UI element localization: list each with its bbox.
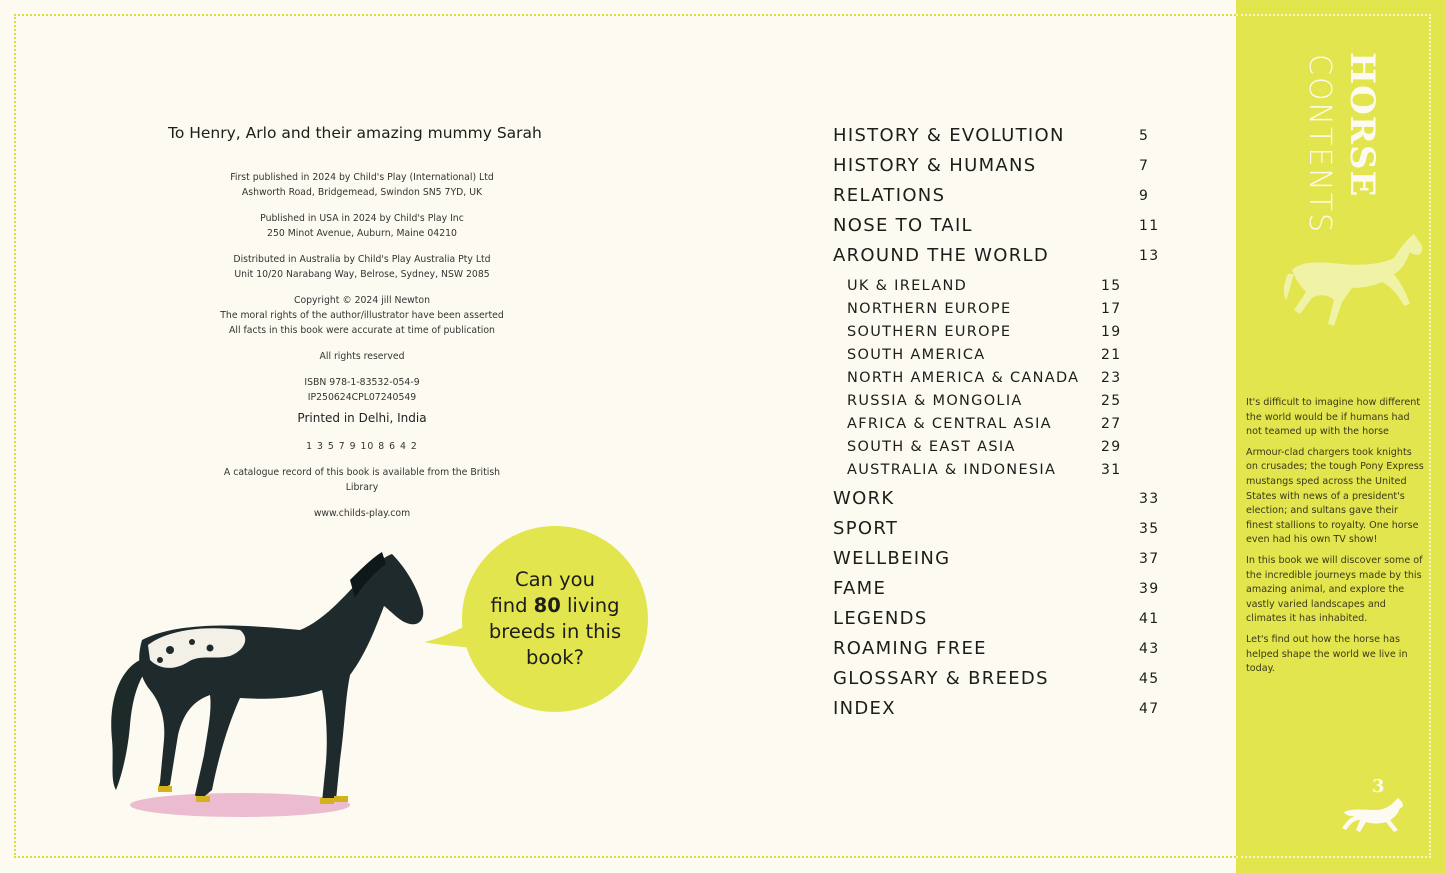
toc-label: INDEX xyxy=(833,698,896,719)
horse-illustration xyxy=(100,550,440,830)
sidebar-title xyxy=(1300,52,1390,252)
imprint-line: Copyright © 2024 jill Newton xyxy=(293,295,431,306)
toc-entry[interactable] xyxy=(833,245,1163,269)
toc-subentry[interactable] xyxy=(833,278,1163,298)
toc-page: 9 xyxy=(1139,188,1150,204)
toc-label: LEGENDS xyxy=(833,608,928,629)
toc-label: AFRICA & CENTRAL ASIA xyxy=(847,416,1052,432)
toc-subentry[interactable] xyxy=(833,393,1163,413)
toc-entry[interactable] xyxy=(833,578,1163,602)
toc-subentry[interactable] xyxy=(833,439,1163,459)
toc-page: 17 xyxy=(1101,301,1122,317)
sidebar-intro-text xyxy=(1246,396,1426,683)
toc-page: 15 xyxy=(1101,278,1122,294)
toc-label: WORK xyxy=(833,488,895,509)
toc-label: AROUND THE WORLD xyxy=(833,245,1049,266)
bubble-highlight-number: 80 xyxy=(533,594,561,617)
imprint-line: Published in USA in 2024 by Child's Play Inc xyxy=(260,213,464,224)
toc-subentry[interactable] xyxy=(833,462,1163,482)
toc-entry[interactable] xyxy=(833,698,1163,722)
toc-label: RUSSIA & MONGOLIA xyxy=(847,393,1023,409)
imprint-line: Unit 10/20 Narabang Way, Belrose, Sydney, NSW 2085 xyxy=(234,269,490,280)
bubble-text-part: living xyxy=(560,594,620,617)
toc-page: 35 xyxy=(1139,521,1160,537)
toc-entry[interactable] xyxy=(833,155,1163,179)
page-number: 3 xyxy=(1372,776,1385,797)
sidebar-title-horse: HORSE xyxy=(1342,52,1382,198)
toc-label: HISTORY & HUMANS xyxy=(833,155,1037,176)
toc-label: SOUTHERN EUROPE xyxy=(847,324,1012,340)
toc-page: 13 xyxy=(1139,248,1160,264)
toc-label: FAME xyxy=(833,578,887,599)
dedication: To Henry, Arlo and their amazing mummy Sarah xyxy=(168,124,542,142)
toc-page: 31 xyxy=(1101,462,1122,478)
toc-page: 47 xyxy=(1139,701,1160,717)
imprint-line: Distributed in Australia by Child's Play Australia Pty Ltd xyxy=(233,254,491,265)
website: www.childs-play.com xyxy=(313,508,411,519)
toc-entry[interactable] xyxy=(833,185,1163,209)
toc-subentry[interactable] xyxy=(833,370,1163,390)
toc-label: GLOSSARY & BREEDS xyxy=(833,668,1049,689)
toc-subentry[interactable] xyxy=(833,416,1163,436)
toc-page: 5 xyxy=(1139,128,1150,144)
toc-entry[interactable] xyxy=(833,488,1163,512)
prancing-horse-icon xyxy=(1282,230,1432,330)
bubble-line xyxy=(485,593,625,619)
toc-page: 45 xyxy=(1139,671,1160,687)
toc-page: 39 xyxy=(1139,581,1160,597)
toc-page: 27 xyxy=(1101,416,1122,432)
toc-label: UK & IRELAND xyxy=(847,278,968,294)
intro-paragraph: In this book we will discover some of the incredible journeys made by this amazing animal, and explore the vastly varied landscapes and climates it has inhabited. xyxy=(1246,554,1423,625)
toc-label: NORTH AMERICA & CANADA xyxy=(847,370,1080,386)
toc-label: WELLBEING xyxy=(833,548,951,569)
toc-label: SPORT xyxy=(833,518,899,539)
imprint-line: First published in 2024 by Child's Play (International) Ltd xyxy=(230,172,494,183)
imprint-line: Ashworth Road, Bridgemead, Swindon SN5 7YD, UK xyxy=(241,187,483,198)
print-code: IP250624CPL07240549 xyxy=(307,392,417,403)
running-horse-icon xyxy=(1340,796,1410,836)
toc-page: 23 xyxy=(1101,370,1122,386)
toc-page: 37 xyxy=(1139,551,1160,567)
toc-label: RELATIONS xyxy=(833,185,946,206)
catalogue-note: A catalogue record of this book is available from the British Library xyxy=(223,467,501,493)
speech-bubble-text xyxy=(485,567,625,671)
speech-bubble xyxy=(462,526,648,712)
bubble-line: Can you xyxy=(515,568,595,591)
toc-page: 7 xyxy=(1139,158,1150,174)
toc-page: 43 xyxy=(1139,641,1160,657)
intro-paragraph: Armour-clad chargers took knights on crusades; the tough Pony Express mustangs sped across the United States with news of a president's election; and sultans gave their finest stallions to royalty. One horse even had his own TV show! xyxy=(1246,446,1424,546)
toc-entry[interactable] xyxy=(833,638,1163,662)
imprint-line: The moral rights of the author/illustrator have been asserted xyxy=(220,310,504,321)
toc-subentry[interactable] xyxy=(833,347,1163,367)
bubble-line: book? xyxy=(526,646,584,669)
intro-paragraph: It's difficult to imagine how different the world would be if humans had not teamed up with the horse xyxy=(1246,397,1421,438)
toc-label: SOUTH & EAST ASIA xyxy=(847,439,1016,455)
toc-label: NOSE TO TAIL xyxy=(833,215,973,236)
toc-label: SOUTH AMERICA xyxy=(847,347,986,363)
imprint-line: All facts in this book were accurate at time of publication xyxy=(229,325,495,336)
toc-label: HISTORY & EVOLUTION xyxy=(833,125,1065,146)
printed-in: Printed in Delhi, India xyxy=(297,411,427,425)
toc-page: 11 xyxy=(1139,218,1160,234)
toc-entry[interactable] xyxy=(833,518,1163,542)
toc-entry[interactable] xyxy=(833,608,1163,632)
toc-subentry[interactable] xyxy=(833,324,1163,344)
toc-page: 41 xyxy=(1139,611,1160,627)
toc-entry[interactable] xyxy=(833,215,1163,239)
toc-entry[interactable] xyxy=(833,668,1163,692)
rights-reserved: All rights reserved xyxy=(319,351,405,362)
print-sequence: 1 3 5 7 9 10 8 6 4 2 xyxy=(306,441,418,452)
imprint-line: 250 Minot Avenue, Auburn, Maine 04210 xyxy=(267,228,457,239)
imprint-block xyxy=(212,170,512,521)
toc-label: ROAMING FREE xyxy=(833,638,987,659)
toc-page: 19 xyxy=(1101,324,1122,340)
toc-subentry[interactable] xyxy=(833,301,1163,321)
toc-page: 29 xyxy=(1101,439,1122,455)
toc-entry[interactable] xyxy=(833,548,1163,572)
toc-label: AUSTRALIA & INDONESIA xyxy=(847,462,1057,478)
bubble-text-part: find xyxy=(490,594,534,617)
toc-label: NORTHERN EUROPE xyxy=(847,301,1012,317)
isbn: ISBN 978-1-83532-054-9 xyxy=(304,377,420,388)
sidebar-title-contents: CONTENTS xyxy=(1302,54,1337,235)
toc-page: 33 xyxy=(1139,491,1160,507)
toc-page: 21 xyxy=(1101,347,1122,363)
toc-entry[interactable] xyxy=(833,125,1163,149)
bubble-line: breeds in this xyxy=(488,620,622,643)
intro-paragraph: Let's find out how the horse has helped shape the world we live in today. xyxy=(1246,633,1408,675)
toc-page: 25 xyxy=(1101,393,1122,409)
